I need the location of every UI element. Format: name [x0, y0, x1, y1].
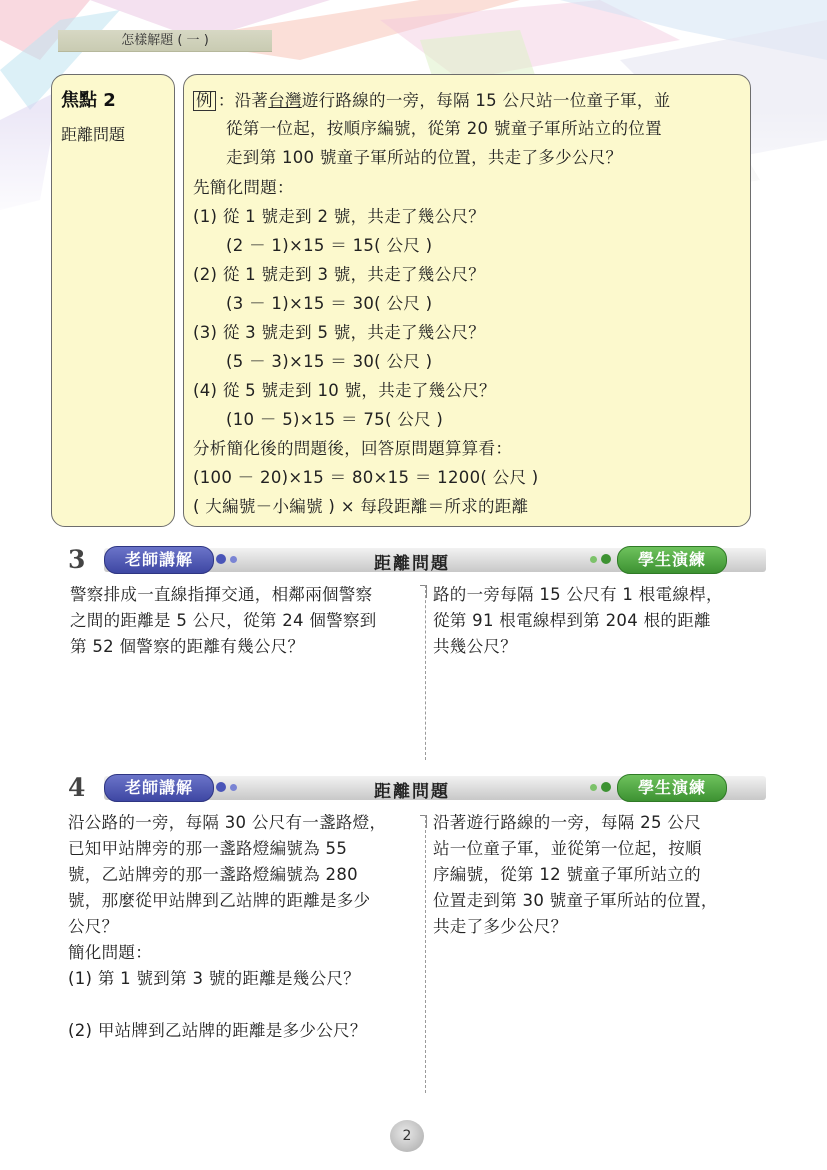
focus-title: 焦點 2 [61, 90, 116, 111]
underlined-place: 台灣 [268, 91, 302, 110]
focus-subtitle: 距離問題 [61, 125, 126, 144]
section-title: 距離問題 [374, 782, 450, 802]
step-2-question: (2) 從 1 號走到 3 號，共走了幾公尺？ [193, 265, 485, 284]
section-number: 4 [68, 773, 86, 802]
simplify-heading: 先簡化問題： [193, 178, 294, 197]
step-4-question: (4) 從 5 號走到 10 號，共走了幾公尺？ [193, 381, 496, 400]
chapter-header: 怎樣解題 ( 一 ) [58, 30, 272, 52]
analysis-text: 分析簡化後的問題後，回答原問題算算看： [193, 439, 513, 458]
example-line-2: 從第一位起，按順序編號，從第 20 號童子軍所站立的位置 [226, 119, 662, 138]
step-4-answer: (10 － 5)×15 ＝ 75( 公尺 ) [226, 410, 444, 429]
dot-icon [601, 554, 611, 564]
step-1-answer: (2 － 1)×15 ＝ 15( 公尺 ) [226, 236, 433, 255]
example-line-1: 例 ：沿著台灣遊行路線的一旁，每隔 15 公尺站一位童子軍，並 [193, 87, 671, 111]
section-3-teacher-problem: 警察排成一直線指揮交通，相鄰兩個警察 之間的距離是 5 公尺，從第 24 個警察到 第 52 個警察的距離有幾公尺？ [70, 585, 377, 656]
section-title: 距離問題 [374, 554, 450, 574]
example-line-3: 走到第 100 號童子軍所站的位置，共走了多少公尺？ [226, 148, 623, 167]
section-4-teacher-problem: 沿公路的一旁，每隔 30 公尺有一盞路燈， 已知甲站牌旁的那一盞路燈編號為 55 號，乙站牌旁的那一盞路燈編號為 280 號，那麼從甲站牌到乙站牌的距離是多少 公尺？ 簡化問題： (1) 第 1 號到第 3 號的距離是幾公尺？ (2) 甲站牌到乙站牌的距離是多少公尺？ [68, 813, 387, 1040]
section-4-header [60, 772, 760, 804]
column-divider [425, 585, 426, 760]
dot-icon [216, 782, 226, 792]
student-practice-label: 學生演練 [617, 774, 727, 802]
step-2-answer: (3 － 1)×15 ＝ 30( 公尺 ) [226, 294, 433, 313]
dot-icon [216, 554, 226, 564]
dot-icon [230, 556, 237, 563]
focus-box [51, 74, 175, 527]
dot-icon [590, 556, 597, 563]
section-3-student-problem: 路的一旁每隔 15 公尺有 1 根電線桿， 從第 91 根電線桿到第 204 根的距離 共幾公尺？ [433, 585, 723, 656]
example-badge: 例 [193, 91, 216, 111]
page-number: 2 [390, 1120, 424, 1152]
section-3-header [60, 544, 760, 576]
column-divider [425, 815, 426, 1093]
step-3-answer: (5 － 3)×15 ＝ 30( 公尺 ) [226, 352, 433, 371]
teacher-explain-label: 老師講解 [104, 774, 214, 802]
formula-summary: ( 大編號－小編號 ) × 每段距離＝所求的距離 [193, 497, 529, 516]
teacher-explain-label: 老師講解 [104, 546, 214, 574]
section-4-student-problem: 沿著遊行路線的一旁，每隔 25 公尺 站一位童子軍，並從第一位起，按順 序編號，從第 12 號童子軍所站立的 位置走到第 30 號童子軍所站的位置， 共走了多少公尺？ [433, 813, 718, 936]
example-box [183, 74, 751, 527]
dot-icon [230, 784, 237, 791]
section-number: 3 [68, 545, 86, 574]
dot-icon [601, 782, 611, 792]
step-1-question: (1) 從 1 號走到 2 號，共走了幾公尺？ [193, 207, 485, 226]
final-answer: (100 － 20)×15 ＝ 80×15 ＝ 1200( 公尺 ) [193, 468, 539, 487]
step-3-question: (3) 從 3 號走到 5 號，共走了幾公尺？ [193, 323, 485, 342]
student-practice-label: 學生演練 [617, 546, 727, 574]
dot-icon [590, 784, 597, 791]
